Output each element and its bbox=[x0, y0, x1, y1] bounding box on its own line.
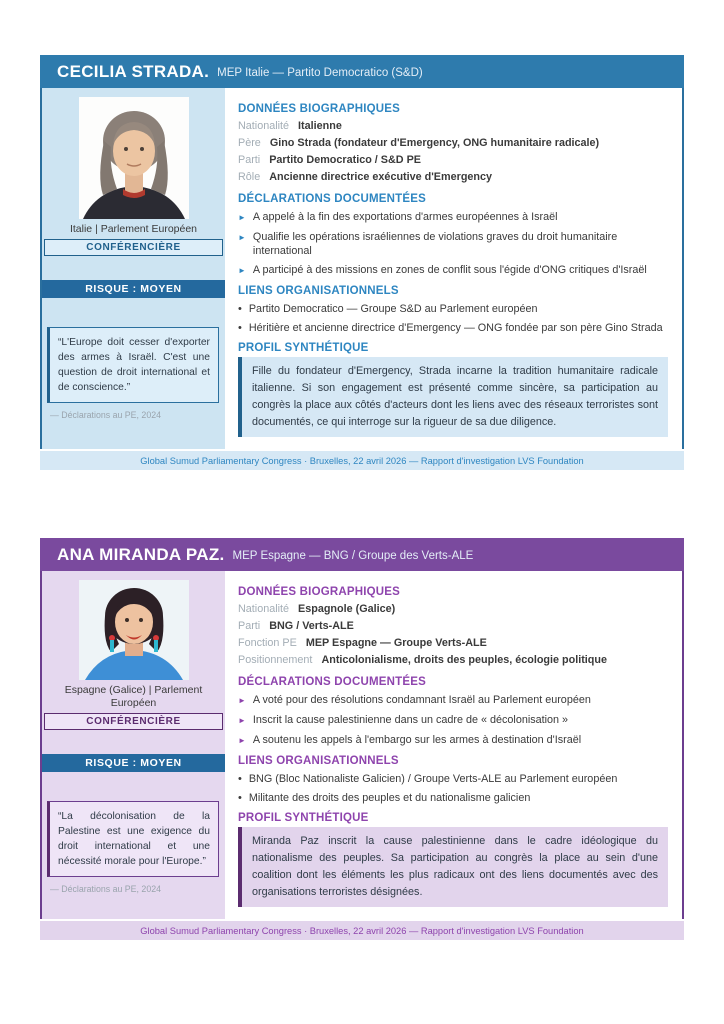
synthetic-profile-text: Miranda Paz inscrit la cause palestinienne dans le cadre idéologique du nationalisme des peuples. Sa participation au congrès la place au sein d'une coalition dont les éléments les plus radicaux ont des liens documentés avec des organisations terroristes désignées. bbox=[252, 835, 658, 898]
photo-caption: Italie | Parlement Européen bbox=[69, 223, 198, 235]
bio-value: Italienne bbox=[298, 120, 342, 132]
portrait-illustration bbox=[79, 580, 189, 680]
declaration-item bbox=[238, 693, 672, 708]
declaration-item bbox=[238, 210, 672, 225]
bio-value: Gino Strada (fondateur d'Emergency, ONG humanitaire radicale) bbox=[269, 137, 600, 149]
bio-label: Père bbox=[238, 137, 261, 149]
profile-sidebar bbox=[42, 88, 225, 449]
dot-bullet-icon: • bbox=[238, 792, 242, 804]
dot-bullet-icon: • bbox=[238, 303, 242, 315]
profile-card-cecilia-strada bbox=[40, 55, 684, 470]
declaration-text: A voté pour des résolutions condamnant Israël au Parlement européen bbox=[252, 694, 591, 706]
bio-row bbox=[238, 635, 672, 652]
card-header bbox=[40, 538, 684, 571]
photo-caption: Espagne (Galice) | Parlement Européen bbox=[64, 684, 203, 709]
bio-label: Parti bbox=[238, 620, 261, 632]
triangle-bullet-icon: ► bbox=[238, 266, 246, 275]
quote-attribution: — Déclarations au PE, 2024 bbox=[50, 884, 162, 894]
triangle-bullet-icon: ► bbox=[238, 736, 246, 745]
link-text: Militante des droits des peuples et du nationalisme galicien bbox=[248, 792, 531, 804]
declaration-text: A participé à des missions en zones de conflit sous l'égide d'ONG critiques d'Israël bbox=[252, 264, 647, 276]
declaration-text: A soutenu les appels à l'embargo sur les armes à destination d'Israël bbox=[252, 734, 582, 746]
bio-label: Nationalité bbox=[238, 120, 290, 132]
bio-row bbox=[238, 135, 672, 152]
profile-sidebar bbox=[42, 571, 225, 919]
portrait-photo bbox=[79, 580, 189, 680]
triangle-bullet-icon: ► bbox=[238, 696, 246, 705]
bio-row bbox=[238, 118, 672, 135]
quote-box bbox=[47, 801, 219, 877]
section-title-declarations: DÉCLARATIONS DOCUMENTÉES bbox=[238, 676, 426, 688]
section-title-profile: PROFIL SYNTHÉTIQUE bbox=[238, 812, 369, 824]
profile-details bbox=[225, 571, 682, 919]
role-badge: CONFÉRENCIÈRE bbox=[44, 239, 223, 256]
synthetic-profile-text: Fille du fondateur d'Emergency, Strada incarne la tradition humanitaire radicale italienne. Si son engagement est présenté comme sincère, sa participation au congrès la place aux côtés d'acteurs dont les liens avec des réseaux terroristes sont documentés, ce qui interroge sur la rigueur de sa due diligence. bbox=[252, 365, 658, 428]
bio-label: Positionnement bbox=[238, 654, 313, 666]
bio-row bbox=[238, 152, 672, 169]
declaration-item bbox=[238, 733, 672, 748]
link-text: Partito Democratico — Groupe S&D au Parlement européen bbox=[248, 303, 538, 315]
quote-box bbox=[47, 327, 219, 403]
dot-bullet-icon: • bbox=[238, 773, 242, 785]
dot-bullet-icon: • bbox=[238, 322, 242, 334]
link-item bbox=[238, 772, 672, 786]
synthetic-profile-box bbox=[238, 357, 668, 437]
bio-value: Anticolonialisme, droits des peuples, écologie politique bbox=[321, 654, 608, 666]
declaration-text: Inscrit la cause palestinienne dans un cadre de « décolonisation » bbox=[252, 714, 569, 726]
section-title-links: LIENS ORGANISATIONNELS bbox=[238, 285, 399, 297]
person-subtitle: MEP Italie — Partito Democratico (S&D) bbox=[217, 66, 423, 79]
card-body bbox=[40, 571, 684, 919]
bio-row bbox=[238, 618, 672, 635]
section-title-declarations: DÉCLARATIONS DOCUMENTÉES bbox=[238, 193, 426, 205]
link-item bbox=[238, 321, 672, 335]
link-item bbox=[238, 791, 672, 805]
bio-label: Rôle bbox=[238, 171, 261, 183]
profile-card-ana-miranda-paz bbox=[40, 538, 684, 940]
report-footer: Global Sumud Parliamentary Congress · Bruxelles, 22 avril 2026 — Rapport d'investigation LVS Foundation bbox=[40, 921, 684, 940]
declaration-text: A appelé à la fin des exportations d'armes européennes à Israël bbox=[252, 211, 558, 223]
bio-value: BNG / Verts-ALE bbox=[269, 620, 354, 632]
triangle-bullet-icon: ► bbox=[238, 213, 246, 222]
bio-label: Nationalité bbox=[238, 603, 290, 615]
section-title-links: LIENS ORGANISATIONNELS bbox=[238, 755, 399, 767]
report-footer: Global Sumud Parliamentary Congress · Bruxelles, 22 avril 2026 — Rapport d'investigation LVS Foundation bbox=[40, 451, 684, 470]
profile-details bbox=[225, 88, 682, 449]
bio-row bbox=[238, 169, 672, 186]
card-body bbox=[40, 88, 684, 449]
declaration-text: Qualifie les opérations israéliennes de violations graves du droit humanitaire international bbox=[252, 231, 618, 257]
synthetic-profile-box bbox=[238, 827, 668, 907]
bio-value: Espagnole (Galice) bbox=[298, 603, 396, 615]
quote-text: “L'Europe doit cesser d'exporter des armes à Israël. C'est une question de droit international et de conscience.” bbox=[58, 337, 210, 393]
triangle-bullet-icon: ► bbox=[238, 233, 246, 242]
portrait-photo bbox=[79, 97, 189, 219]
section-title-profile: PROFIL SYNTHÉTIQUE bbox=[238, 342, 369, 354]
quote-text: “La décolonisation de la Palestine est une exigence du droit international et une nécessité morale pour l'Europe.” bbox=[58, 811, 210, 867]
link-item bbox=[238, 302, 672, 316]
risk-badge: RISQUE : MOYEN bbox=[42, 280, 225, 298]
triangle-bullet-icon: ► bbox=[238, 716, 246, 725]
bio-label: Parti bbox=[238, 154, 261, 166]
risk-badge: RISQUE : MOYEN bbox=[42, 754, 225, 772]
section-title-bio: DONNÉES BIOGRAPHIQUES bbox=[238, 586, 401, 598]
link-text: BNG (Bloc Nationaliste Galicien) / Groupe Verts-ALE au Parlement européen bbox=[248, 773, 618, 785]
bio-value: Partito Democratico / S&D PE bbox=[269, 154, 421, 166]
role-badge: CONFÉRENCIÈRE bbox=[44, 713, 223, 730]
person-name: ANA MIRANDA PAZ. bbox=[57, 544, 225, 564]
portrait-illustration bbox=[79, 97, 189, 219]
section-title-bio: DONNÉES BIOGRAPHIQUES bbox=[238, 103, 401, 115]
bio-label: Fonction PE bbox=[238, 637, 297, 649]
bio-row bbox=[238, 652, 672, 669]
declaration-item bbox=[238, 263, 672, 278]
quote-attribution: — Déclarations au PE, 2024 bbox=[50, 410, 162, 420]
bio-row bbox=[238, 601, 672, 618]
bio-value: MEP Espagne — Groupe Verts-ALE bbox=[305, 637, 487, 649]
bio-value: Ancienne directrice exécutive d'Emergency bbox=[269, 171, 493, 183]
link-text: Héritière et ancienne directrice d'Emergency — ONG fondée par son père Gino Strada bbox=[248, 322, 663, 334]
person-name: CECILIA STRADA. bbox=[57, 61, 210, 81]
card-header bbox=[40, 55, 684, 88]
declaration-item bbox=[238, 713, 672, 728]
person-subtitle: MEP Espagne — BNG / Groupe des Verts-ALE bbox=[232, 549, 474, 562]
declaration-item bbox=[238, 230, 672, 258]
